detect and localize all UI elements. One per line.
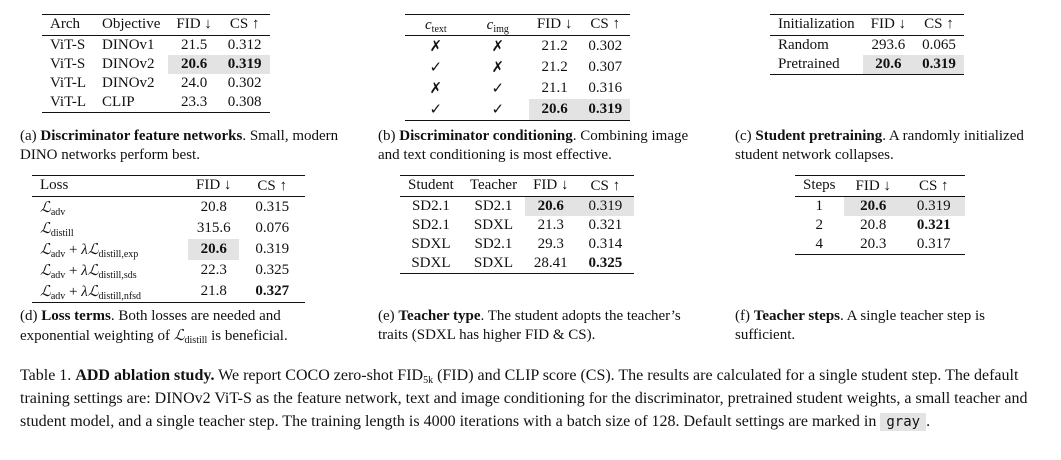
cell: ViT-L (50, 75, 87, 91)
cell: 0.076 (255, 220, 290, 236)
panel-a (42, 14, 270, 113)
table-row (32, 239, 305, 260)
table-b (405, 14, 630, 121)
caption-title: Teacher type (398, 308, 481, 324)
caption-title: Teacher steps (753, 308, 840, 324)
table-caption (20, 364, 1050, 434)
cell: 0.312 (227, 37, 262, 53)
cell-default: 0.319 (220, 55, 270, 74)
math-lambda: λ (81, 242, 88, 258)
table-c (770, 14, 964, 75)
math-sub: adv (50, 207, 66, 218)
cell: 0.325 (255, 262, 290, 278)
math-sub: text (431, 23, 447, 35)
cell: DINOv2 (102, 56, 155, 72)
cell: 23.3 (180, 94, 208, 110)
cell: 0.307 (588, 59, 623, 75)
math-symbol: ℒ (173, 326, 185, 344)
math-sub: img (493, 23, 509, 35)
header-initialization: Initialization (778, 16, 855, 32)
table-row (795, 216, 965, 235)
caption-label: (a) (20, 128, 37, 144)
caption-a (20, 127, 350, 165)
cell: SDXL (473, 255, 514, 271)
check-mark: ✓ (429, 102, 443, 118)
math-symbol: ℒ (87, 282, 99, 300)
panel-c (770, 14, 964, 75)
cell-best: 0.327 (255, 283, 290, 299)
caption-text: . The student adopts the teacher’s traits (SDXL has higher FID & CS). (378, 308, 681, 343)
header-c-text (405, 15, 467, 36)
math-sub: distill (50, 228, 74, 239)
panel-f (795, 175, 965, 255)
cell: 22.3 (200, 262, 227, 278)
cell: Pretrained (778, 56, 840, 72)
caption-d (20, 307, 340, 346)
header-fid: FID ↓ (870, 16, 907, 32)
cell: 0.317 (916, 236, 951, 252)
header-cs: CS ↑ (918, 177, 949, 194)
caption-label: (f) (735, 308, 750, 324)
header-c-img (467, 15, 529, 36)
table-row (32, 260, 305, 281)
cell: 28.41 (533, 255, 568, 271)
caption-title: Discriminator conditioning (399, 128, 573, 144)
cell: 0.302 (588, 38, 623, 54)
header-fid: FID ↓ (196, 177, 232, 193)
cell: 0.314 (588, 236, 623, 252)
cell-default: 20.6 (529, 99, 580, 121)
cell: SD2.1 (474, 236, 513, 252)
caption-title: ADD ablation study. (75, 367, 215, 384)
panel-d (32, 175, 305, 303)
cell-best: 0.325 (588, 255, 623, 271)
cross-mark: ✗ (491, 39, 505, 55)
cell: 293.6 (871, 37, 906, 53)
math-c: c (486, 16, 494, 33)
caption-text: . Small, modern DINO networks perform best. (20, 128, 339, 163)
header-fid: FID ↓ (176, 16, 212, 32)
header-cs: CS ↑ (924, 16, 954, 32)
check-mark: ✓ (429, 60, 443, 76)
cell: DINOv1 (102, 37, 155, 53)
table-row (32, 281, 305, 303)
caption-text: is beneficial. (207, 328, 288, 344)
math-symbol: ℒ (40, 261, 51, 279)
cell-default: 0.319 (580, 99, 630, 121)
caption-e (378, 307, 696, 345)
cell: 20.3 (860, 236, 887, 252)
header-cs: CS ↑ (257, 177, 288, 194)
check-mark: ✓ (491, 102, 505, 118)
caption-label: (d) (20, 308, 38, 324)
cell: 20.8 (200, 199, 227, 215)
cell-default: 20.6 (525, 197, 576, 217)
header-student: Student (408, 177, 454, 193)
table-f (795, 175, 965, 255)
loss-formula (32, 218, 188, 239)
math-sub: adv (50, 291, 66, 302)
cell: 21.5 (180, 37, 208, 53)
cell: 21.8 (200, 283, 227, 299)
table-row (400, 235, 634, 254)
loss-formula (32, 197, 188, 219)
cell: SD2.1 (411, 198, 450, 214)
table-row (795, 235, 965, 255)
caption-label: (c) (735, 128, 752, 144)
table-row (32, 218, 305, 239)
math-symbol: ℒ (87, 240, 99, 258)
cell: 20.8 (860, 217, 887, 233)
gray-swatch: gray (880, 413, 926, 431)
header-loss: Loss (40, 177, 69, 193)
cell: 0.302 (227, 75, 262, 91)
cell-best: 0.321 (916, 217, 951, 233)
caption-title: Student pretraining (755, 128, 883, 144)
math-sub: distill,nfsd (98, 291, 142, 302)
caption-label: Table 1. (20, 367, 72, 384)
table-row (405, 78, 630, 99)
loss-formula (32, 281, 188, 303)
panel-b (405, 14, 630, 121)
math-symbol: ℒ (40, 219, 51, 237)
cell: CLIP (102, 94, 135, 110)
header-cs: CS ↑ (590, 16, 620, 32)
cell: 0.321 (588, 217, 623, 233)
table-d (32, 175, 305, 303)
cell-default: 0.319 (914, 55, 964, 75)
loss-formula (32, 239, 188, 260)
math-plus: + (69, 242, 78, 258)
caption-text: . A single teacher step is sufficient. (735, 308, 985, 343)
header-objective: Objective (102, 16, 161, 32)
cell: 21.2 (541, 59, 568, 75)
table-row (405, 36, 630, 58)
cross-mark: ✗ (429, 39, 443, 55)
cell: 0.315 (255, 199, 290, 215)
cell: 21.2 (541, 38, 568, 54)
table-row (32, 197, 305, 219)
header-fid: FID ↓ (533, 177, 569, 193)
cross-mark: ✗ (491, 60, 505, 76)
caption-text: . A randomly initialized student network collapses. (735, 128, 1024, 163)
math-sub: distill,exp (98, 249, 139, 260)
cell: 21.1 (541, 80, 568, 96)
math-symbol: ℒ (87, 261, 99, 279)
math-plus: + (69, 263, 78, 279)
header-fid: FID ↓ (536, 16, 573, 32)
cell: SDXL (473, 217, 514, 233)
caption-title: Discriminator feature networks (40, 128, 243, 144)
caption-text: . (926, 413, 931, 430)
math-sub: 5k (423, 375, 434, 386)
table-row (770, 55, 964, 75)
cell: 315.6 (196, 220, 231, 236)
cell: Random (778, 37, 829, 53)
cell-default: 20.6 (188, 239, 239, 260)
cross-mark: ✗ (429, 81, 443, 97)
cell: 0.065 (922, 37, 956, 53)
caption-f (735, 307, 1045, 345)
cell: DINOv2 (102, 75, 155, 91)
table-row (42, 93, 270, 113)
header-teacher: Teacher (469, 177, 518, 193)
caption-text: . Combining image and text conditioning is most effective. (378, 128, 689, 163)
cell: 4 (815, 236, 823, 252)
cell-default: 0.319 (577, 197, 635, 217)
cell: SD2.1 (474, 198, 513, 214)
cell: 0.308 (227, 94, 262, 110)
caption-label: (e) (378, 308, 395, 324)
caption-b (378, 127, 698, 165)
table-row (400, 197, 634, 217)
cell-default: 20.6 (844, 197, 903, 217)
cell: SD2.1 (411, 217, 450, 233)
loss-formula (32, 260, 188, 281)
cell-default: 20.6 (168, 55, 219, 74)
table-e (400, 175, 634, 274)
caption-title: Loss terms (41, 308, 111, 324)
cell: 29.3 (537, 236, 564, 252)
math-c: c (425, 16, 432, 33)
table-row (400, 254, 634, 274)
caption-text: (FID) and CLIP score (CS). The results are calculated for a single student step. The default training settings are: DINOv2 ViT-S as the feature network, text and image conditioning for the discriminator, pretrained student weights, a small teacher and student model, and a single teacher step. The training length is 4000 iterations with a batch size of 128. Default settings are marked in (20, 367, 1028, 430)
math-sub: distill (184, 335, 208, 346)
cell: 24.0 (180, 75, 208, 91)
header-fid: FID ↓ (855, 177, 891, 194)
math-symbol: ℒ (40, 240, 51, 258)
caption-c (735, 127, 1045, 165)
header-cs: CS ↑ (590, 177, 621, 194)
table-row (405, 57, 630, 78)
table-row (405, 99, 630, 121)
check-mark: ✓ (491, 81, 505, 97)
cell: SDXL (411, 255, 451, 271)
header-arch: Arch (50, 16, 80, 32)
header-steps: Steps (803, 177, 836, 193)
math-sub: adv (50, 270, 66, 281)
table-row (42, 55, 270, 74)
math-lambda: λ (81, 263, 88, 279)
cell: 2 (815, 217, 823, 233)
table-a (42, 14, 270, 113)
math-sub: adv (50, 249, 66, 260)
caption-text: We report COCO zero-shot FID (214, 367, 424, 384)
panel-e (400, 175, 634, 274)
cell: 0.316 (588, 80, 623, 96)
table-row (42, 74, 270, 93)
cell: ViT-L (50, 94, 87, 110)
cell-default: 20.6 (863, 55, 914, 75)
cell: ViT-S (50, 56, 86, 72)
math-lambda: λ (81, 284, 88, 300)
cell-default: 0.319 (903, 197, 965, 217)
table-row (42, 36, 270, 56)
cell: 0.319 (255, 241, 290, 257)
cell: ViT-S (50, 37, 86, 53)
table-row (400, 216, 634, 235)
math-plus: + (69, 284, 78, 300)
math-sub: distill,sds (98, 270, 137, 281)
caption-label: (b) (378, 128, 396, 144)
cell: SDXL (411, 236, 451, 252)
math-symbol: ℒ (40, 282, 51, 300)
math-symbol: ℒ (40, 198, 51, 216)
header-cs: CS ↑ (229, 16, 260, 32)
table-row (770, 36, 964, 56)
caption-text: . Both losses are needed and exponential weighting of (20, 308, 281, 344)
table-row (795, 197, 965, 217)
cell: 21.3 (537, 217, 564, 233)
cell: 1 (815, 198, 823, 214)
